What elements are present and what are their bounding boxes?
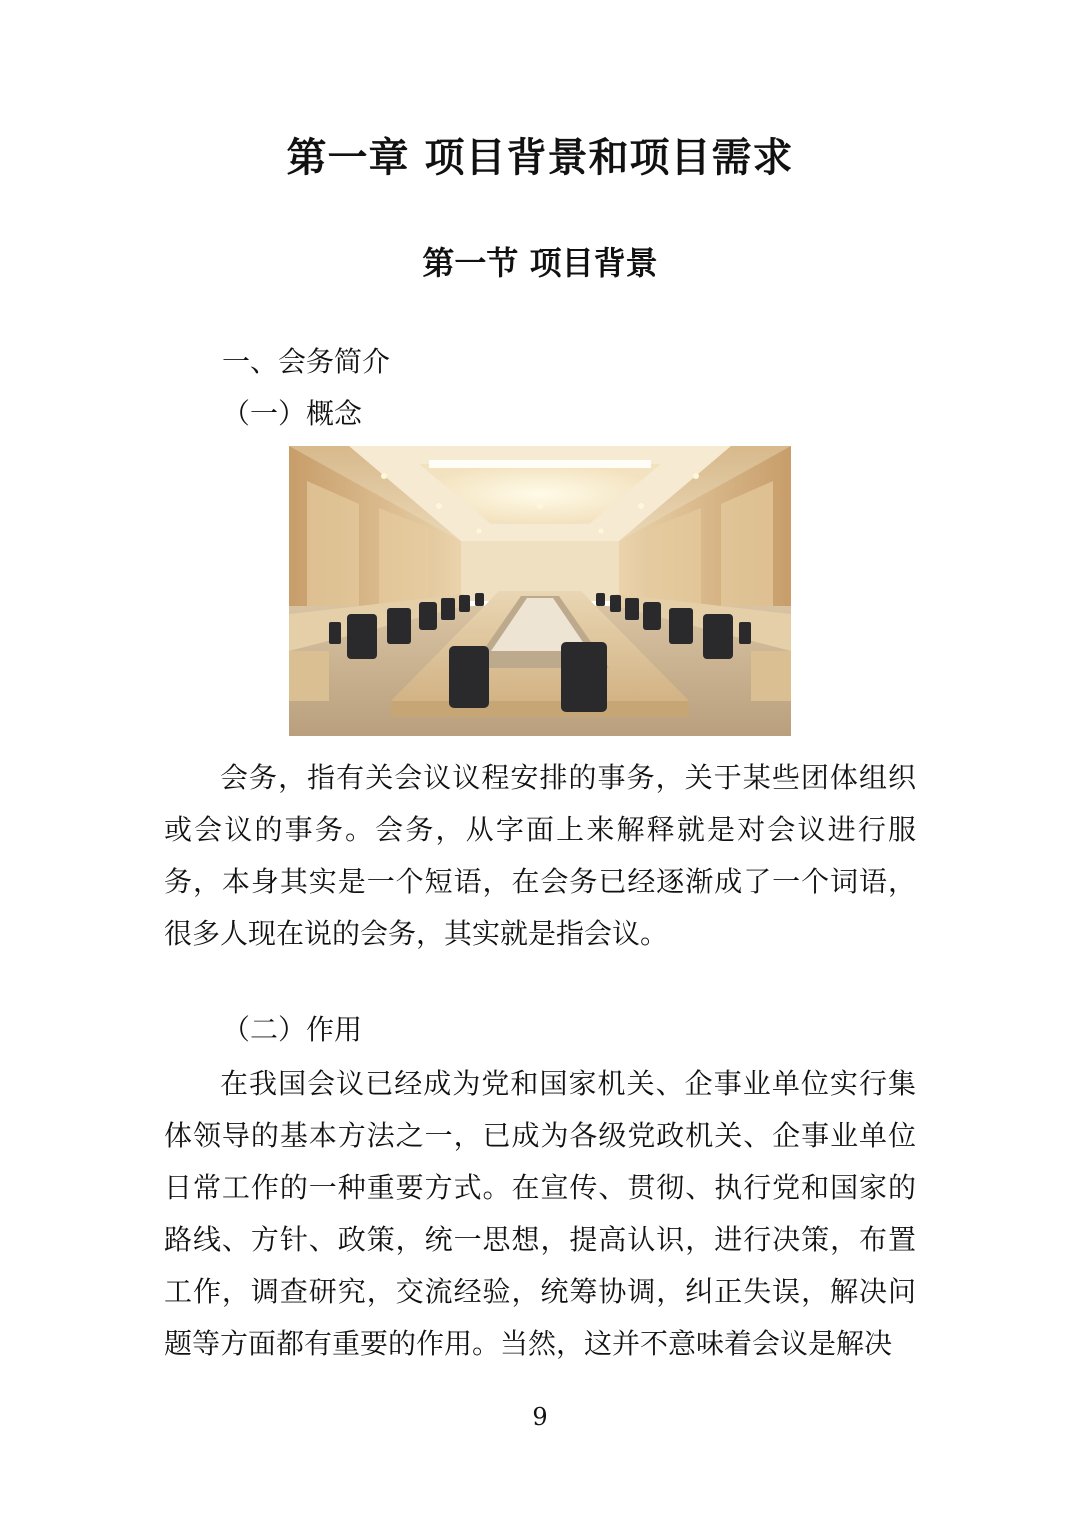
concept-heading: （一）概念 — [222, 397, 363, 430]
concept-paragraph: 会务，指有关会议议程安排的事务，关于某些团体组织或会议的事务。会务，从字面上来解释就是对会议进行服务，本身其实是一个短语，在会务已经逐渐成了一个词语，很多人现在说的会务，其实就是指会议。 — [164, 761, 916, 950]
page-number: 9 — [532, 1403, 548, 1431]
function-heading: （二）作用 — [222, 1013, 363, 1046]
section-title: 第一节 项目背景 — [422, 244, 658, 282]
chapter-title: 第一章 项目背景和项目需求 — [286, 135, 794, 181]
function-paragraph: 在我国会议已经成为党和国家机关、企事业单位实行集体领导的基本方法之一，已成为各级党政机关、企事业单位日常工作的一种重要方式。在宣传、贯彻、执行党和国家的路线、方针、政策，统一思想，提高认识，进行决策，布置工作，调查研究，交流经验，统筹协调，纠正失误，解决问题等方面都有重要的作用。当然，这并不意味着会议是解决 — [164, 1067, 916, 1360]
conference-room-photo — [289, 446, 791, 736]
subsection-heading-intro: 一、会务简介 — [222, 345, 391, 378]
